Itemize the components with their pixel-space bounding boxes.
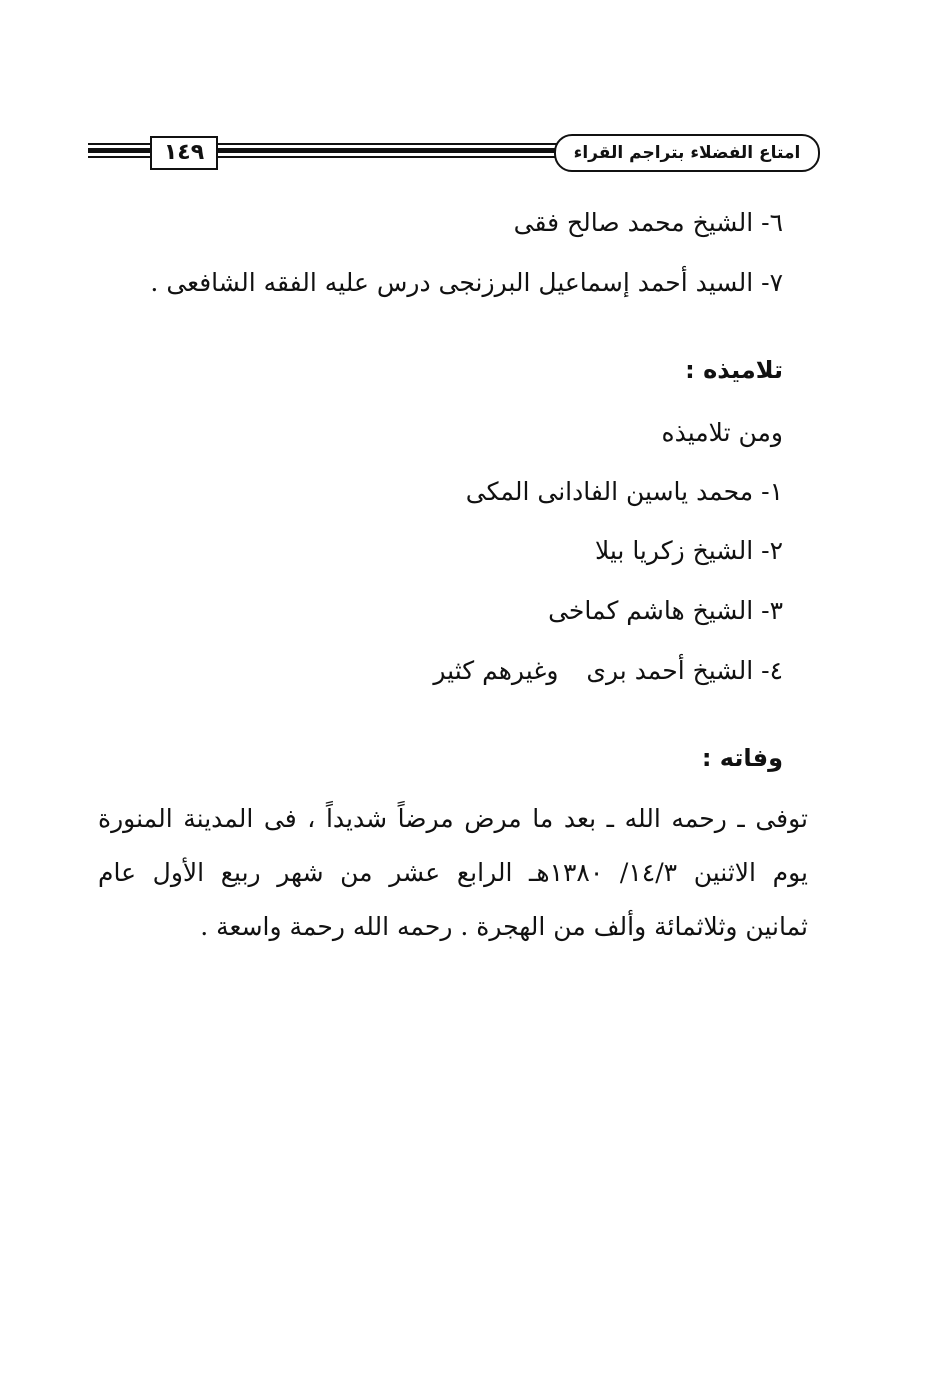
student-item-3: ٣- الشيخ هاشم كماخى — [548, 596, 783, 625]
death-heading: وفاته : — [701, 744, 783, 772]
death-paragraph-line-3: ثمانين وثلاثمائة وألف من الهجرة . رحمه الله رحمة واسعة . — [200, 912, 808, 941]
students-intro: ومن تلاميذه — [661, 418, 783, 447]
page-number: ١٤٩ — [150, 136, 218, 170]
book-title: امتاع الفضلاء بتراجم القراء — [554, 134, 820, 172]
student-item-1: ١- محمد ياسين الفادانى المكى — [465, 477, 783, 506]
student-item-2: ٢- الشيخ زكريا بيلا — [594, 536, 783, 565]
student-item-4-name: ٤- الشيخ أحمد برى — [586, 656, 783, 685]
student-item-4 — [433, 656, 783, 686]
student-item-4-tail: وغيرهم كثير — [433, 656, 559, 685]
students-heading: تلاميذه : — [685, 356, 783, 384]
death-paragraph-line-1: توفى ـ رحمه الله ـ بعد ما مرض مرضاً شديداً ، فى المدينة المنورة — [98, 804, 808, 833]
teacher-item-6: ٦- الشيخ محمد صالح فقى — [513, 208, 783, 237]
death-paragraph-line-2: يوم الاثنين ١٤/٣/ ١٣٨٠هـ الرابع عشر من شهر ربيع الأول عام — [98, 858, 808, 887]
teacher-item-7: ٧- السيد أحمد إسماعيل البرزنجى درس عليه الفقه الشافعى . — [150, 268, 783, 297]
running-header — [88, 128, 820, 178]
